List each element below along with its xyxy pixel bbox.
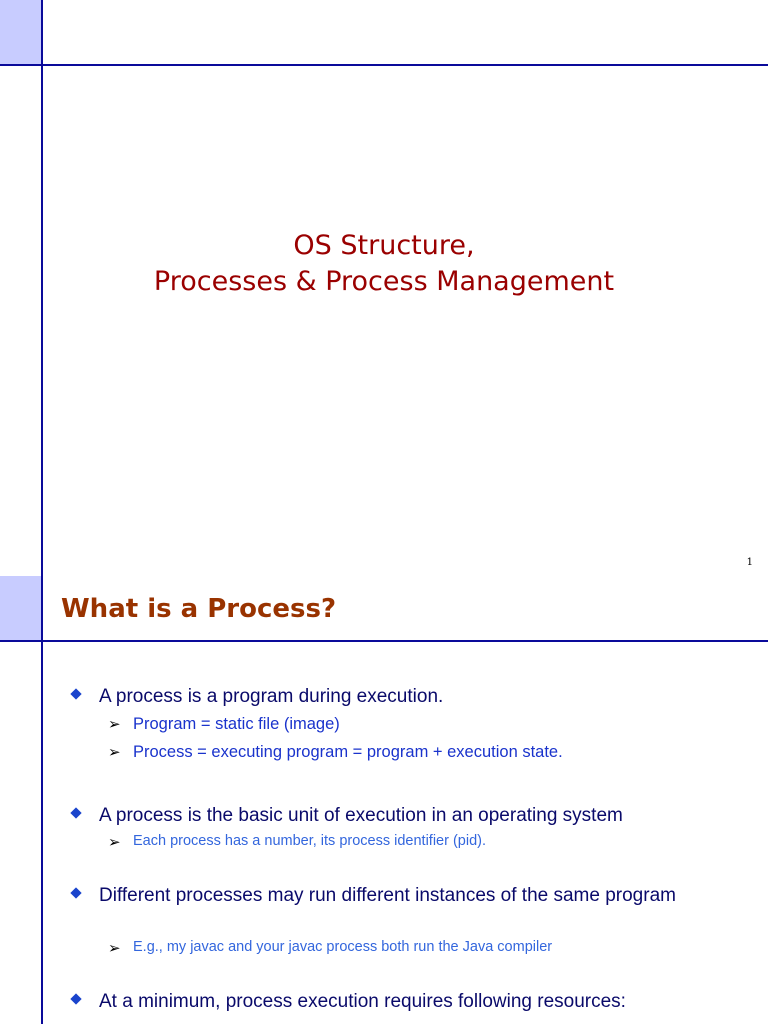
arrow-bullet-icon: ➢: [108, 833, 121, 851]
arrow-bullet-icon: ➢: [108, 939, 121, 957]
arrow-bullet-icon: ➢: [108, 743, 121, 761]
slide-title: What is a Process?: [61, 594, 337, 624]
bullet-text: Different processes may run different instances of the same program: [99, 885, 676, 906]
left-rule: [41, 66, 43, 576]
sub-bullet-text: E.g., my javac and your javac process both run the Java compiler: [133, 939, 553, 955]
bullet-text: A process is the basic unit of execution in an operating system: [99, 805, 623, 826]
title-line-2: Processes & Process Management: [153, 266, 615, 297]
corner-box: [0, 0, 43, 66]
bullet-text: At a minimum, process execution requires following resources:: [99, 991, 626, 1012]
slide-content: [0, 576, 768, 1024]
slide-2: [0, 576, 768, 1024]
slide-title: [0, 228, 768, 300]
bullet-text: A process is a program during execution.: [99, 686, 444, 707]
diamond-bullet-icon: [70, 887, 81, 898]
page-number: 1: [746, 557, 753, 568]
sub-bullet-text: Process = executing program = program + execution state.: [133, 743, 563, 761]
diamond-bullet-icon: [70, 993, 81, 1004]
diamond-bullet-icon: [70, 688, 81, 699]
sub-bullet-text: Each process has a number, its process identifier (pid).: [133, 833, 486, 849]
sub-bullet-text: Program = static file (image): [133, 715, 340, 733]
header-rule: [43, 64, 768, 66]
diamond-bullet-icon: [70, 807, 81, 818]
arrow-bullet-icon: ➢: [108, 715, 121, 733]
title-line-1: OS Structure,: [293, 230, 475, 261]
